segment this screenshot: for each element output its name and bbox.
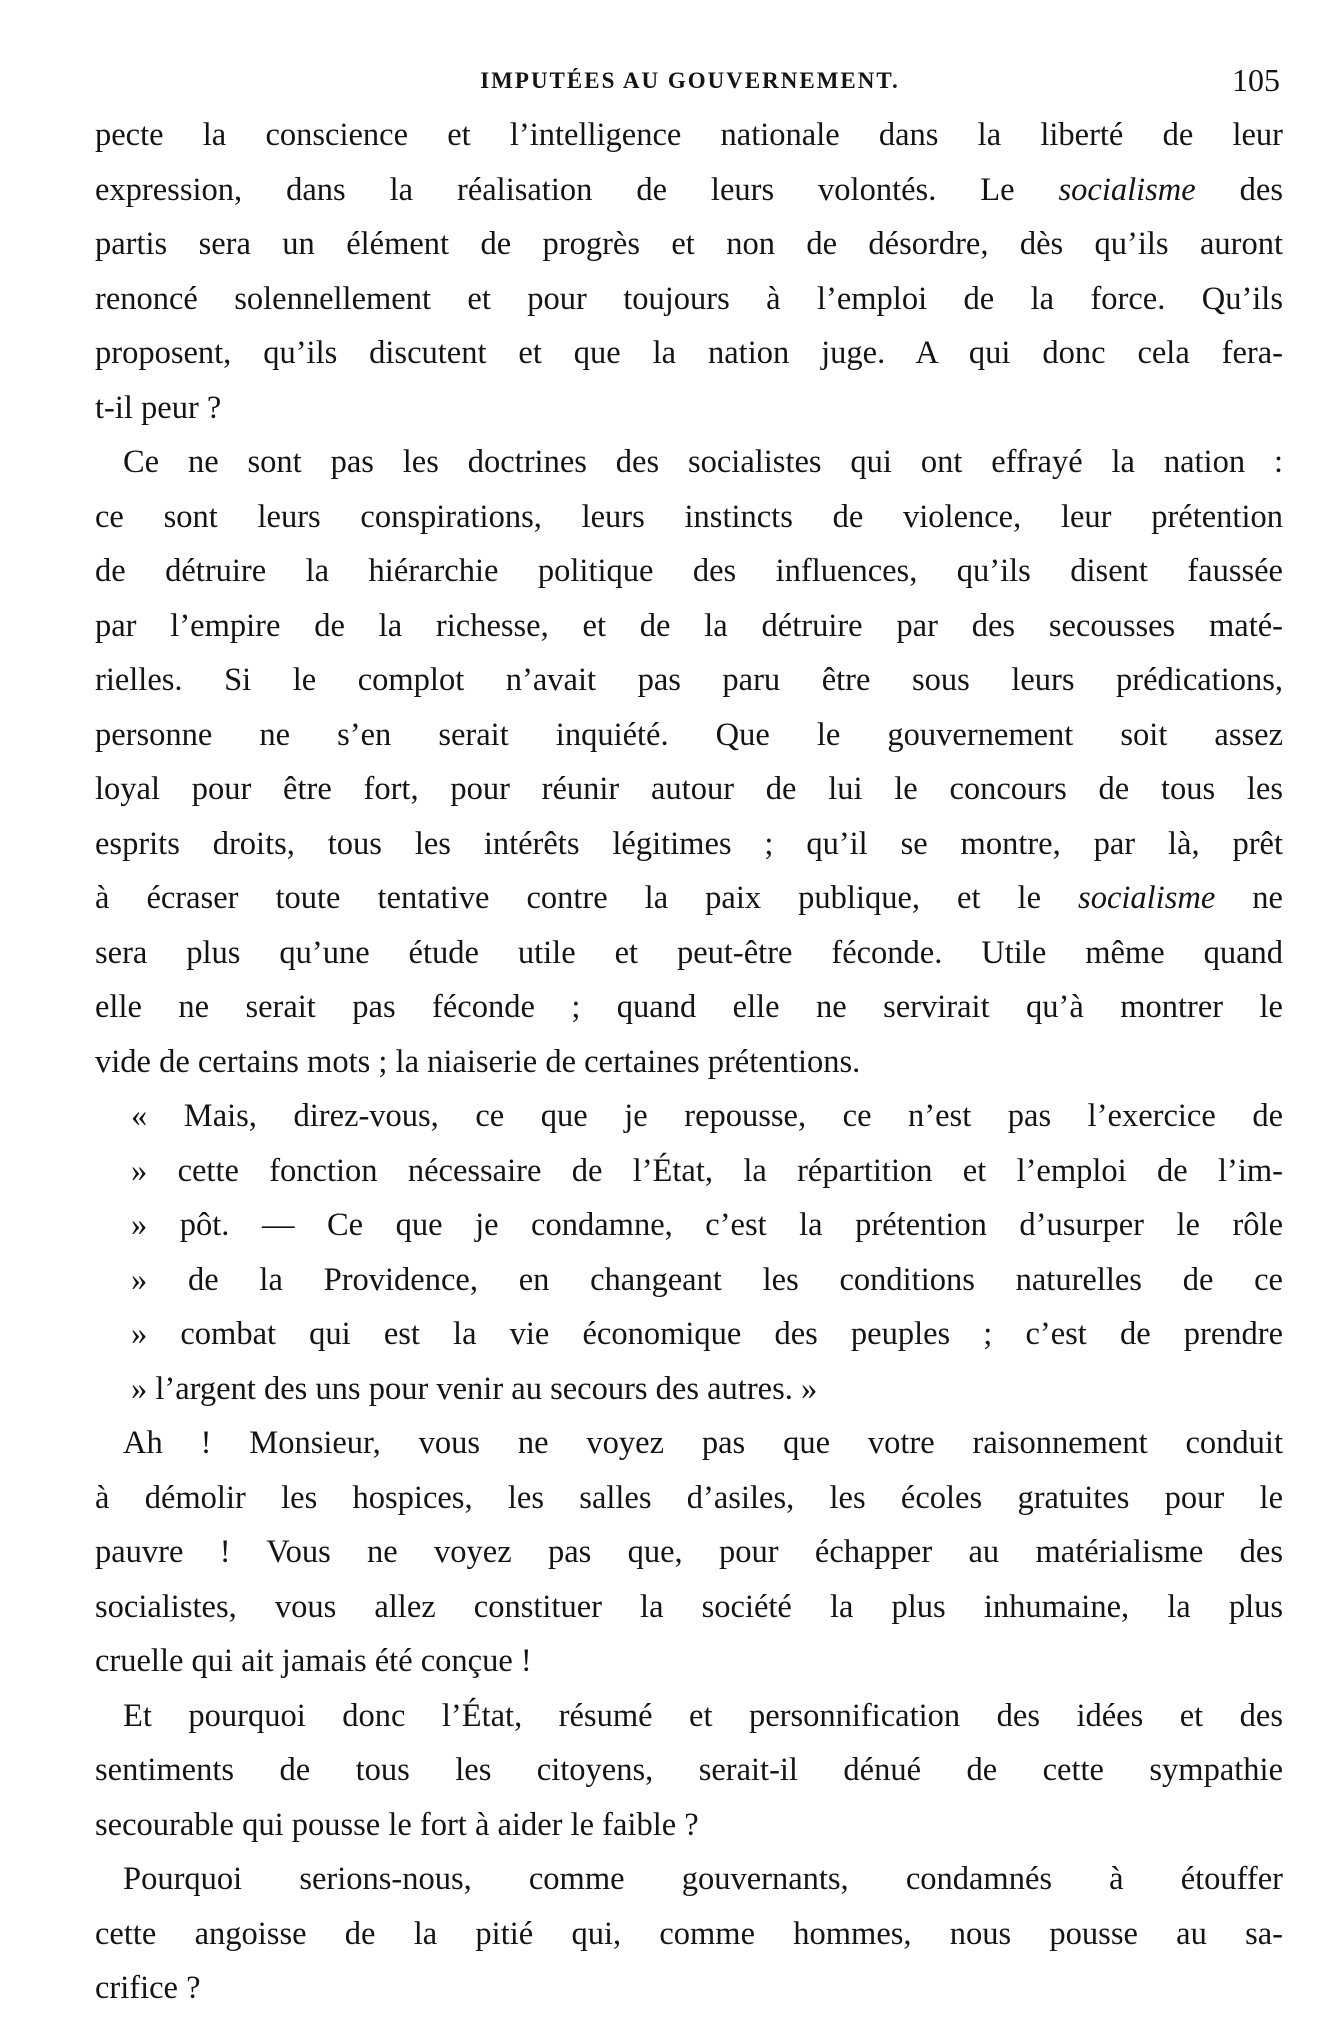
page-number: 105 [1232,62,1280,98]
text-line: elle ne serait pas féconde ; quand elle ne servirait qu’à montrer le [95,989,1283,1025]
text-line: partis sera un élément de progrès et non de désordre, dès qu’ils auront [95,226,1283,262]
running-head [100,62,1280,102]
text-line: socialistes, vous allez constituer la société la plus inhumaine, la plus [95,1588,1283,1625]
text-line: proposent, qu’ils discutent et que la nation juge. A qui donc cela fera- [95,335,1283,371]
text-line: de détruire la hiérarchie politique des influences, qu’ils disent faussée [95,553,1283,589]
text-line: pauvre ! Vous ne voyez pas que, pour échapper au matérialisme des [95,1534,1283,1570]
text-line: » pôt. — Ce que je condamne, c’est la prétention d’usurper le rôle [131,1207,1283,1243]
text-line: par l’empire de la richesse, et de la détruire par des secousses maté- [95,607,1283,644]
text-line: secourable qui pousse le fort à aider le faible ? [95,1806,699,1843]
text-line: vide de certains mots ; la niaiserie de certaines prétentions. [95,1043,861,1080]
text-line: » combat qui est la vie économique des peuples ; c’est de prendre [131,1316,1283,1352]
text-line: » de la Providence, en changeant les conditions naturelles de ce [131,1261,1283,1298]
body-text [95,108,1283,2016]
text-line: Ce ne sont pas les doctrines des socialistes qui ont effrayé la nation : [123,444,1283,480]
text-line: sentiments de tous les citoyens, serait-il dénué de cette sympathie [95,1752,1283,1788]
text-line: personne ne s’en serait inquiété. Que le gouvernement soit assez [95,716,1283,753]
text-line: loyal pour être fort, pour réunir autour de lui le concours de tous les [95,771,1283,807]
text-line: rielles. Si le complot n’avait pas paru être sous leurs prédications, [95,662,1283,698]
text-line: » cette fonction nécessaire de l’État, la répartition et l’emploi de l’im- [131,1152,1283,1189]
text-line: à écraser toute tentative contre la paix publique, et le socialisme ne [95,880,1283,916]
text-line: renoncé solennellement et pour toujours à l’emploi de la force. Qu’ils [95,280,1283,317]
text-line: cruelle qui ait jamais été conçue ! [95,1643,532,1679]
emphasis: socialisme [1058,171,1196,208]
text-line: Ah ! Monsieur, vous ne voyez pas que votre raisonnement conduit [123,1425,1283,1461]
running-title: IMPUTÉES AU GOUVERNEMENT. [480,68,900,93]
text-line: Et pourquoi donc l’État, résumé et personnification des idées et des [123,1697,1283,1734]
text-line: » l’argent des uns pour venir au secours des autres. » [131,1370,818,1407]
text-line: à démolir les hospices, les salles d’asiles, les écoles gratuites pour le [95,1479,1283,1516]
text-line: « Mais, direz-vous, ce que je repousse, ce n’est pas l’exercice de [131,1098,1283,1134]
text-line: t-il peur ? [95,389,222,426]
text-line: esprits droits, tous les intérêts légitimes ; qu’il se montre, par là, prêt [95,825,1283,862]
text-line: ce sont leurs conspirations, leurs instincts de violence, leur prétention [95,498,1283,535]
text-line: pecte la conscience et l’intelligence nationale dans la liberté de leur [95,117,1283,153]
text-line: sera plus qu’une étude utile et peut-être féconde. Utile même quand [95,934,1283,971]
emphasis: socialisme [1078,880,1216,916]
text-line: crifice ? [95,1970,201,2006]
text-line: Pourquoi serions-nous, comme gouvernants, condamnés à étouffer [123,1861,1283,1897]
text-line: cette angoisse de la pitié qui, comme hommes, nous pousse au sa- [95,1915,1283,1952]
text-line: expression, dans la réalisation de leurs volontés. Le socialisme des [95,171,1283,208]
